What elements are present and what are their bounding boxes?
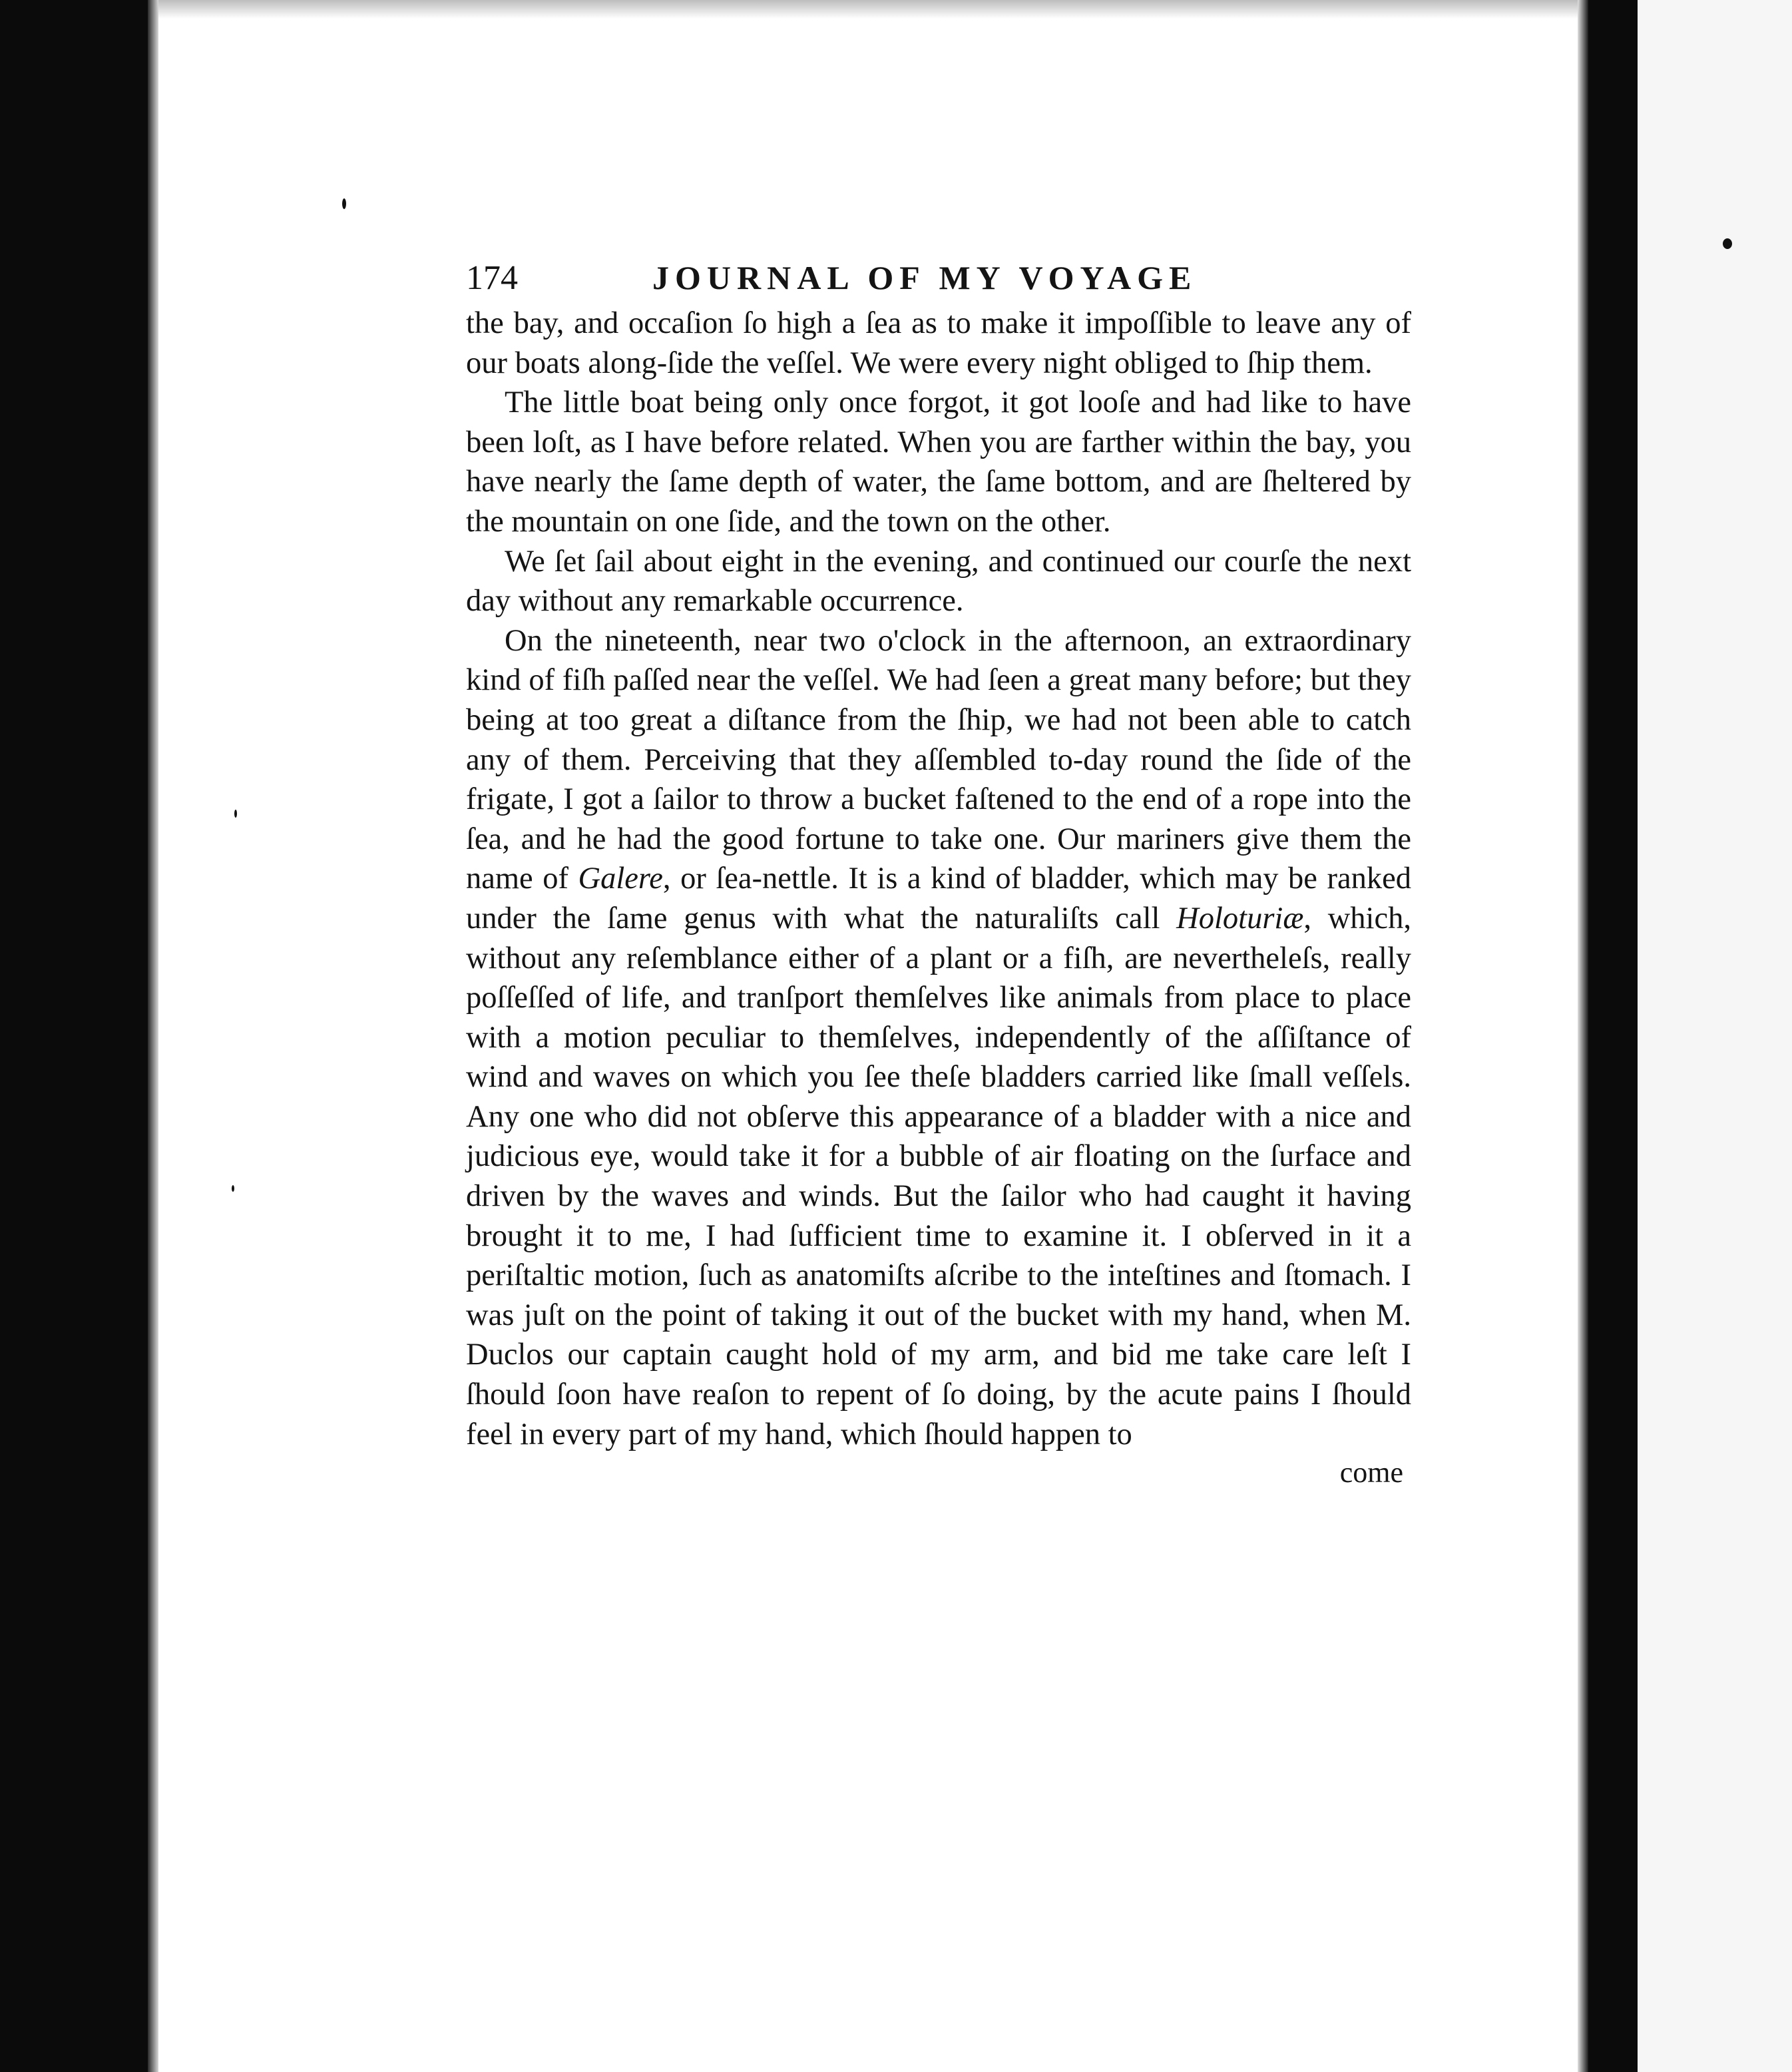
ink-speck [342,198,346,209]
paragraph: the bay, and occaſion ſo high a ſea as to make it impoſſible to leave any of our boats along-ſide the veſſel. We were every night obliged to ſhip them. [466,306,1411,380]
paragraph: We ſet ſail about eight in the evening, and continued our courſe the next day without any remarkable occurrence. [466,544,1411,619]
ink-speck [1723,238,1732,249]
left-page-edge [148,0,158,2072]
book-page [466,253,1411,1491]
page-number: 174 [466,259,518,297]
ink-speck [232,1185,234,1192]
left-binding-shadow [0,0,148,2072]
paragraph [466,621,1411,1454]
body-text [466,304,1411,1454]
gutter-fade [1578,0,1588,2072]
ink-speck [234,810,237,818]
running-head [466,253,1411,300]
gutter-shadow [1588,0,1638,2072]
facing-page-edge [1638,0,1792,2072]
italic-term: Holoturiæ [1176,901,1304,935]
top-edge-shadow [158,0,1578,19]
text-run: On the nineteenth, near two o'clock in the afternoon, an extraordinary kind of fiſh paſſed near the veſſel. We had ſeen a great many before; but they being at too great a diſtance from the ſhip, we had not been able to catch any of them. Perceiving that they aſſembled to-day round the ſide of the frigate, I got a ſailor to throw a bucket faſtened to the end of a rope into the ſea, and he had the good fortune to take one. Our mariners give them the name of [466,623,1411,896]
running-title: JOURNAL OF MY VOYAGE [652,259,1198,296]
text-run: , which, without any reſemblance either of a plant or a fiſh, are nevertheleſs, really poſſeſſed of life, and tranſport themſelves like animals from place to place with a motion peculiar to themſelves, independently of the aſſiſtance of wind and waves on which you ſee theſe bladders carried like ſmall veſſels. Any one who did not obſerve this appearance of a bladder with a nice and judicious eye, would take it for a bubble of air floating on the ſurface and driven by the waves and winds. But the ſailor who had caught it having brought it to me, I had ſufficient time to examine it. I obſerved in it a periſtaltic motion, ſuch as anatomiſts aſcribe to the inteſtines and ſtomach. I was juſt on the point of taking it out of the bucket with my hand, when M. Duclos our captain caught hold of my arm, and bid me take care leſt I ſhould ſoon have reaſon to repent of ſo doing, by the acute pains I ſhould feel in every part of my hand, which ſhould happen to [466,901,1411,1451]
paragraph: The little boat being only once forgot, it got looſe and had like to have been loſt, as I have before related. When you are farther within the bay, you have nearly the ſame depth of water, the ſame bottom, and are ſheltered by the mountain on one ſide, and the town on the other. [466,386,1411,539]
catchword: come [1339,1456,1403,1489]
italic-term: Galere [578,862,663,896]
text-run: , or ſea-nettle. It is a kind of bladder, which may be ranked under the ſame genus with what the naturaliſts call [466,862,1411,935]
